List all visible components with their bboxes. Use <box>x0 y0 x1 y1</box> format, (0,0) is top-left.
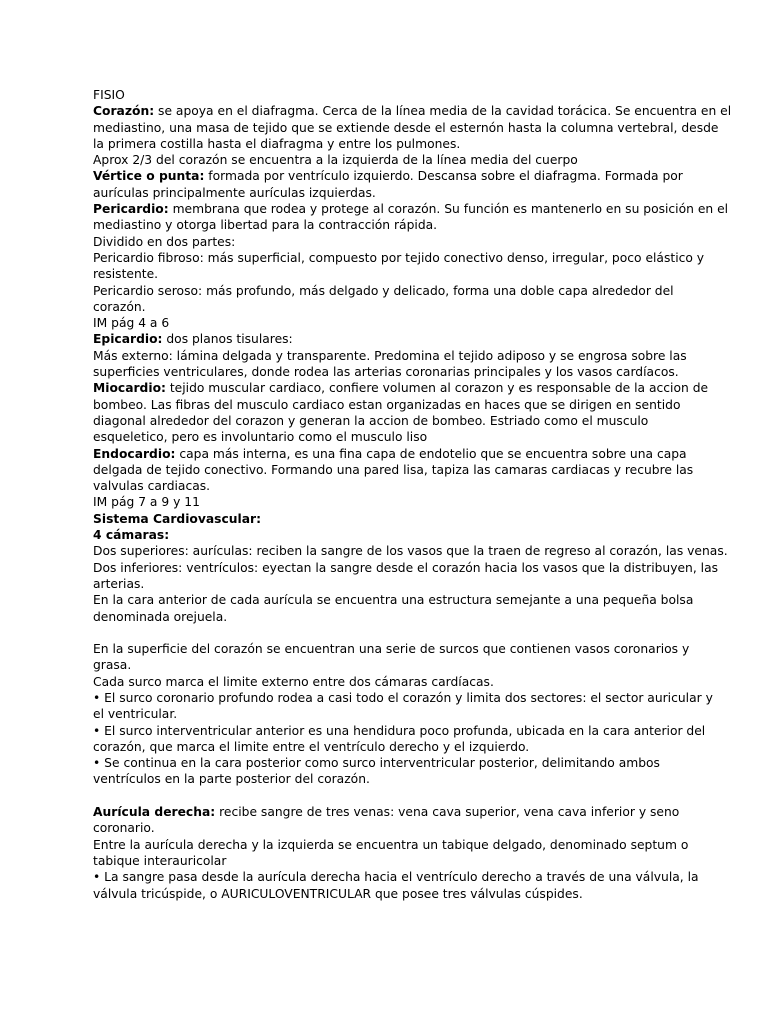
endocardio-line-2: delgada de tejido conectivo. Formando una pared lisa, tapiza las camaras cardiacas y recubre las <box>93 462 694 477</box>
epicardio-line-1 <box>93 331 683 347</box>
cara-line-2: denominada orejuela. <box>93 609 228 624</box>
auricula-text: recibe sangre de tres venas: vena cava superior, vena cava inferior y seno <box>215 805 680 820</box>
fibroso-line-2: resistente. <box>93 267 159 282</box>
miocardio-line-1 <box>93 380 709 396</box>
sistema-label: Sistema Cardiovascular: <box>93 511 262 526</box>
auricula-line-1 <box>93 804 683 820</box>
epicardio-line-2: Más externo: lámina delgada y transparente. Predomina el tejido adiposo y se engrosa sobre las <box>93 348 687 363</box>
corazon-label: Corazón: <box>93 104 155 119</box>
inferiores-line-2: arterias. <box>93 576 145 591</box>
superiores-line: Dos superiores: aurículas: reciben la sangre de los vasos que la traen de regreso al corazón, las venas. <box>93 544 728 559</box>
corazon-line-3: la primera costilla hasta el diafragma y entre los pulmones. <box>93 136 461 151</box>
surcos-line-2: grasa. <box>93 658 132 673</box>
cara-line-1: En la cara anterior de cada aurícula se encuentra una estructura semejante a una pequeña bolsa <box>93 593 694 608</box>
miocardio-line-3: diagonal alrededor del corazon y generan la accion de bombeo. Estriado como el musculo <box>93 413 649 428</box>
epicardio-label: Epicardio: <box>93 332 163 347</box>
seroso-line-1: Pericardio seroso: más profundo, más delgado y delicado, forma una doble capa alrededor del <box>93 283 674 298</box>
doc-title: FISIO <box>93 88 125 102</box>
auricula-label: Aurícula derecha: <box>93 805 216 820</box>
surcos-line-1: En la superficie del corazón se encuentran una serie de surcos que contienen vasos coronarios y <box>93 642 690 657</box>
cada-surco-line: Cada surco marca el limite externo entre dos cámaras cardíacas. <box>93 674 494 689</box>
miocardio-line-2: bombeo. Las fibras del musculo cardiaco estan organizadas en haces que se dirigen en sentido <box>93 397 681 412</box>
bullet-3-line-1: • Se continua en la cara posterior como surco interventricular posterior, delimitando ambos <box>93 756 660 771</box>
bullet-4-line-1: • La sangre pasa desde la aurícula derecha hacia el ventrículo derecho a través de una válvula, la <box>93 870 699 885</box>
pericardio-text: membrana que rodea y protege al corazón. Su función es mantenerlo en su posición en el <box>168 202 729 217</box>
aprox-line: Aprox 2/3 del corazón se encuentra a la izquierda de la línea media del cuerpo <box>93 153 578 168</box>
seroso-line-2: corazón. <box>93 299 146 314</box>
tabique-line-1: Entre la aurícula derecha y la izquierda se encuentra un tabique delgado, denominado septum o <box>93 837 689 852</box>
im-ref-1: IM pág 4 a 6 <box>93 316 170 331</box>
pericardio-line-2: mediastino y otorga libertad para la contracción rápida. <box>93 218 438 233</box>
dividido-line: Dividido en dos partes: <box>93 234 236 249</box>
vertice-line-1 <box>93 168 683 184</box>
miocardio-text: tejido muscular cardiaco, confiere volumen al corazon y es responsable de la accion de <box>165 381 709 396</box>
camaras-heading <box>93 527 683 543</box>
im-ref-2: IM pág 7 a 9 y 11 <box>93 495 200 510</box>
sistema-heading <box>93 511 683 527</box>
epicardio-line-3: superficies ventriculares, donde rodea las arterias coronarias principales y los vasos cardíacos. <box>93 365 679 380</box>
bullet-2-line-2: corazón, que marca el limite entre el ventrículo derecho y el izquierdo. <box>93 739 530 754</box>
pericardio-line-1 <box>93 201 729 217</box>
vertice-label: Vértice o punta: <box>93 169 205 184</box>
endocardio-line-3: valvulas cardiacas. <box>93 479 211 494</box>
tabique-line-2: tabique interauricolar <box>93 853 227 868</box>
fibroso-line-1: Pericardio fibroso: más superficial, compuesto por tejido conectivo denso, irregular, poco elástico y <box>93 250 705 265</box>
blank-line <box>93 788 683 804</box>
miocardio-label: Miocardio: <box>93 381 166 396</box>
corazon-line-1 <box>93 103 732 119</box>
camaras-label: 4 cámaras: <box>93 528 170 543</box>
miocardio-line-4: esqueletico, pero es involuntario como el musculo liso <box>93 430 428 445</box>
bullet-3-line-2: ventrículos en la parte posterior del corazón. <box>93 772 370 787</box>
corazon-text: se apoya en el diafragma. Cerca de la línea media de la cavidad torácica. Se encuentra en el <box>154 104 732 119</box>
auricula-line-2: coronario. <box>93 821 155 836</box>
document-page <box>93 87 732 902</box>
vertice-text: formada por ventrículo izquierdo. Descansa sobre el diafragma. Formada por <box>204 169 683 184</box>
epicardio-text: dos planos tisulares: <box>162 332 293 347</box>
endocardio-line-1 <box>93 446 687 462</box>
vertice-line-2: aurículas principalmente aurículas izquierdas. <box>93 185 376 200</box>
bullet-1-line-1: • El surco coronario profundo rodea a casi todo el corazón y limita dos sectores: el sector auricular y <box>93 690 713 705</box>
bullet-4-line-2: válvula tricúspide, o AURICULOVENTRICULAR que posee tres válvulas cúspides. <box>93 886 583 901</box>
inferiores-line-1: Dos inferiores: ventrículos: eyectan la sangre desde el corazón hacia los vasos que la distribuyen, las <box>93 560 719 575</box>
endocardio-label: Endocardio: <box>93 446 176 461</box>
blank-line <box>93 625 683 641</box>
bullet-2-line-1: • El surco interventricular anterior es una hendidura poco profunda, ubicada en la cara anterior del <box>93 723 706 738</box>
bullet-1-line-2: el ventricular. <box>93 707 178 722</box>
pericardio-label: Pericardio: <box>93 202 169 217</box>
endocardio-text: capa más interna, es una fina capa de endotelio que se encuentra sobre una capa <box>175 446 687 461</box>
corazon-line-2: mediastino, una masa de tejido que se extiende desde el esternón hasta la columna vertebral, desde <box>93 120 719 135</box>
